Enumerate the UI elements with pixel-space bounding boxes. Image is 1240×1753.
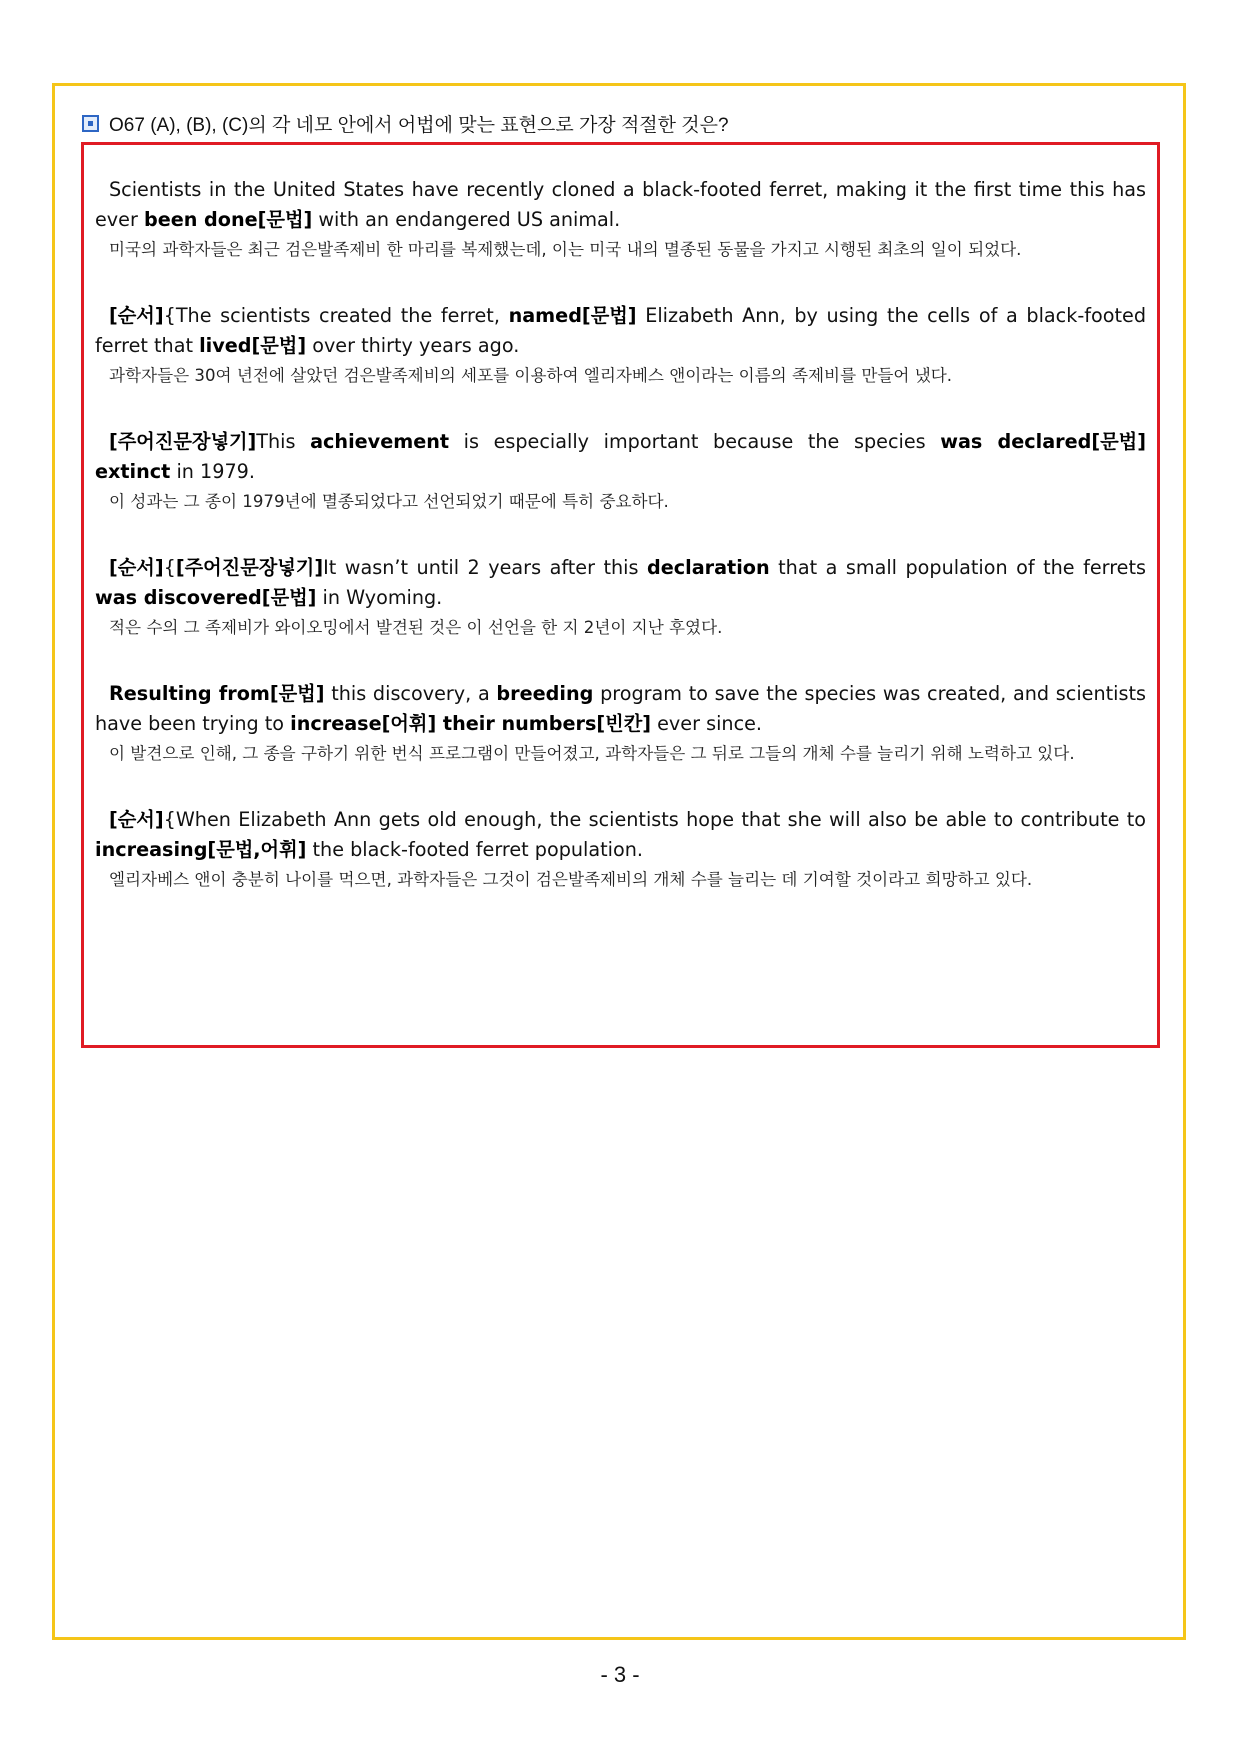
english-sentence <box>95 427 1146 487</box>
paragraph-4 <box>95 553 1146 643</box>
highlight-term: increasing[문법,어휘] <box>95 838 307 861</box>
highlight-term: increase[어휘] their numbers[빈칸] <box>290 712 652 735</box>
korean-translation <box>95 739 1146 769</box>
english-segment: with an endangered US animal. <box>312 208 621 231</box>
korean-text: 이 성과는 그 종이 1979년에 멸종되었다고 선언되었기 때문에 특히 중요하다. <box>109 492 669 511</box>
tag-label: [주어진문장넣기] <box>109 430 257 453</box>
korean-text: 미국의 과학자들은 최근 검은발족제비 한 마리를 복제했는데, 이는 미국 내의 멸종된 동물을 가지고 시행된 최초의 일이 되었다. <box>109 240 1022 259</box>
paragraph-2 <box>95 301 1146 391</box>
english-sentence <box>95 301 1146 361</box>
english-segment: program to save the species was created, and scientists have been trying to <box>95 682 1146 735</box>
tag-label: [주어진문장넣기] <box>175 556 324 579</box>
english-segment: this discovery, a <box>324 682 497 705</box>
korean-translation <box>95 865 1146 895</box>
paragraph-3 <box>95 427 1146 517</box>
highlight-term: named[문법] <box>508 304 637 327</box>
highlight-term: been done[문법] <box>143 208 313 231</box>
paragraph-1 <box>95 175 1146 265</box>
highlight-term: was declared[문법] extinct <box>95 430 1146 483</box>
highlight-term: lived[문법] <box>199 334 307 357</box>
english-segment: ever since. <box>651 712 763 735</box>
korean-translation <box>95 613 1146 643</box>
english-segment: It wasn’t until 2 years after this <box>323 556 647 579</box>
english-segment: Scientists in the United States have recently cloned a black-footed ferret, making it the first time this has ever <box>95 178 1146 231</box>
english-sentence <box>95 679 1146 739</box>
highlight-term: breeding <box>496 682 594 705</box>
paragraph-5 <box>95 679 1146 769</box>
highlight-term: achievement <box>310 430 450 453</box>
english-segment: { <box>163 556 176 579</box>
question-text: O67 (A), (B), (C)의 각 네모 안에서 어법에 맞는 표현으로 가장 적절한 것은? <box>109 115 729 136</box>
tag-label: [순서] <box>109 808 164 831</box>
korean-text: 이 발견으로 인해, 그 종을 구하기 위한 번식 프로그램이 만들어졌고, 과학자들은 그 뒤로 그들의 개체 수를 늘리기 위해 노력하고 있다. <box>109 744 1075 763</box>
tag-label: [순서] <box>109 304 164 327</box>
page-number: - 3 - <box>600 1662 640 1687</box>
highlight-term: declaration <box>647 556 770 579</box>
english-segment: This <box>256 430 311 453</box>
korean-text: 적은 수의 그 족제비가 와이오밍에서 발견된 것은 이 선언을 한 지 2년이 지난 후였다. <box>109 618 723 637</box>
english-segment: in 1979. <box>170 460 255 483</box>
korean-text: 과학자들은 30여 년전에 살았던 검은발족제비의 세포를 이용하여 엘리자베스 앤이라는 이름의 족제비를 만들어 냈다. <box>109 366 953 385</box>
english-segment: Elizabeth Ann, by using the cells of a black-footed ferret that <box>95 304 1146 357</box>
english-segment: in Wyoming. <box>316 586 443 609</box>
english-sentence <box>95 805 1146 865</box>
korean-translation <box>95 487 1146 517</box>
tag-label: [순서] <box>109 556 164 579</box>
english-sentence <box>95 175 1146 235</box>
english-segment: {The scientists created the ferret, <box>163 304 509 327</box>
english-segment: over thirty years ago. <box>306 334 520 357</box>
english-segment: the black-footed ferret population. <box>306 838 643 861</box>
english-segment: that a small population of the ferrets <box>769 556 1147 579</box>
passage-box <box>81 142 1160 1048</box>
question-marker-icon <box>82 115 99 132</box>
highlight-term: Resulting from[문법] <box>109 682 325 705</box>
english-segment: {When Elizabeth Ann gets old enough, the scientists hope that she will also be able to contribute to <box>163 808 1146 831</box>
english-segment: is especially important because the species <box>449 430 941 453</box>
highlight-term: was discovered[문법] <box>95 586 317 609</box>
paragraph-6 <box>95 805 1146 895</box>
english-sentence <box>95 553 1146 613</box>
korean-text: 엘리자베스 앤이 충분히 나이를 먹으면, 과학자들은 그것이 검은발족제비의 개체 수를 늘리는 데 기여할 것이라고 희망하고 있다. <box>109 870 1033 889</box>
korean-translation <box>95 235 1146 265</box>
korean-translation <box>95 361 1146 391</box>
question-header <box>82 110 1162 137</box>
